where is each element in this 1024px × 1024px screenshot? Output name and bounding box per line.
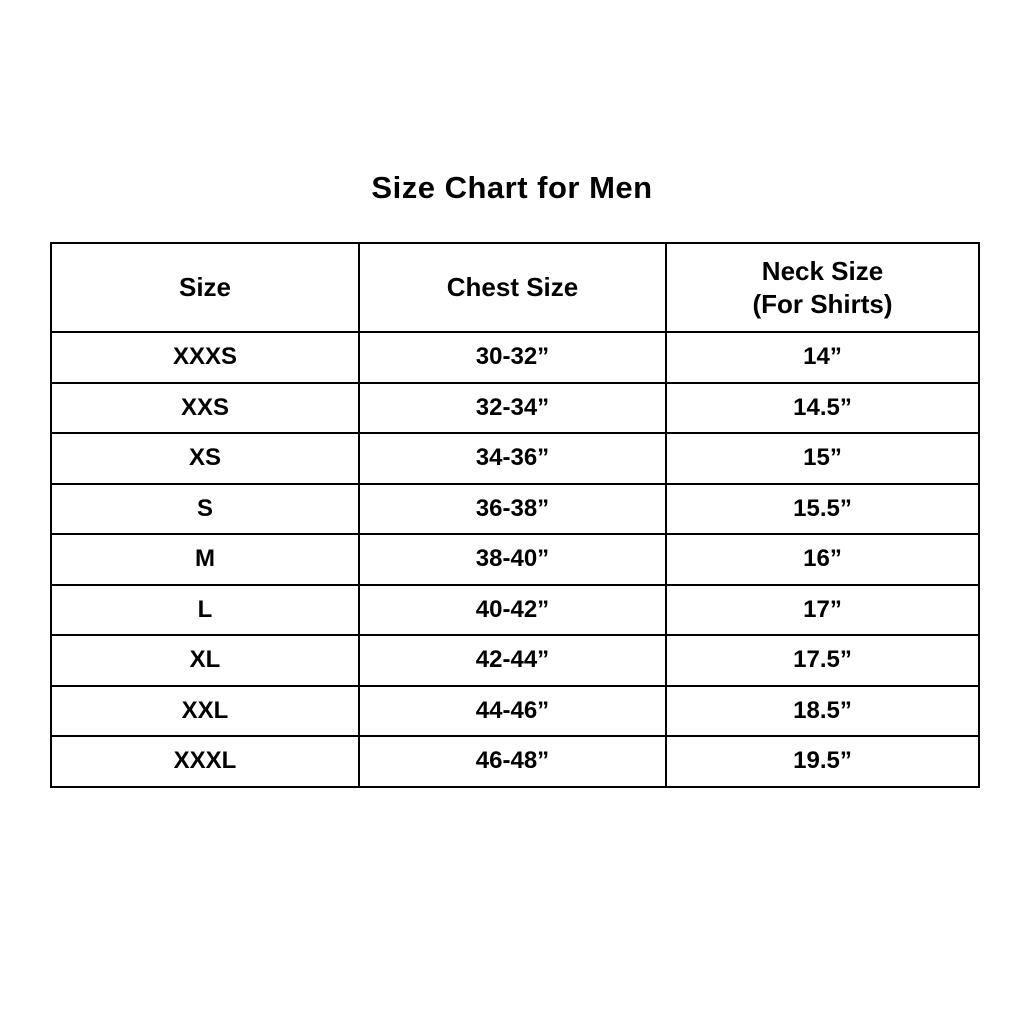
page-title: Size Chart for Men <box>371 170 653 205</box>
size-cell: XXXL <box>51 736 359 787</box>
size-cell: L <box>51 585 359 636</box>
chest-size-cell: 46-48” <box>359 736 666 787</box>
size-cell: S <box>51 484 359 535</box>
neck-size-cell: 15.5” <box>666 484 979 535</box>
chest-size-cell: 36-38” <box>359 484 666 535</box>
table-row-s <box>51 484 979 535</box>
neck-size-cell: 16” <box>666 534 979 585</box>
neck-size-cell: 17.5” <box>666 635 979 686</box>
chest-size-cell: 44-46” <box>359 686 666 737</box>
size-cell: M <box>51 534 359 585</box>
size-cell: XXL <box>51 686 359 737</box>
chest-size-cell: 38-40” <box>359 534 666 585</box>
table-row-xl <box>51 635 979 686</box>
neck-size-cell: 18.5” <box>666 686 979 737</box>
table-row-l <box>51 585 979 636</box>
table-row-xxxs <box>51 332 979 383</box>
chest-size-cell: 40-42” <box>359 585 666 636</box>
table-row-xxl <box>51 686 979 737</box>
table-row-m <box>51 534 979 585</box>
neck-size-cell: 14” <box>666 332 979 383</box>
chest-size-cell: 32-34” <box>359 383 666 434</box>
size-cell: XXXS <box>51 332 359 383</box>
neck-size-cell: 17” <box>666 585 979 636</box>
neck-size-cell: 19.5” <box>666 736 979 787</box>
neck-size-header-label: Neck Size <box>761 256 884 286</box>
size-chart-table <box>50 242 980 788</box>
size-header-label: Size <box>178 272 232 303</box>
column-header-chest-size <box>359 243 666 332</box>
table-row-xs <box>51 433 979 484</box>
chest-size-cell: 30-32” <box>359 332 666 383</box>
neck-size-header-sublabel: (For Shirts) <box>752 288 893 319</box>
neck-size-cell: 14.5” <box>666 383 979 434</box>
size-cell: XS <box>51 433 359 484</box>
size-cell: XXS <box>51 383 359 434</box>
column-header-size <box>51 243 359 332</box>
chest-size-header-label: Chest Size <box>446 272 579 303</box>
header-row <box>51 243 979 332</box>
column-header-neck-size <box>666 243 979 332</box>
table-row-xxxl <box>51 736 979 787</box>
table-row-xxs <box>51 383 979 434</box>
chest-size-cell: 42-44” <box>359 635 666 686</box>
chest-size-cell: 34-36” <box>359 433 666 484</box>
neck-size-cell: 15” <box>666 433 979 484</box>
size-cell: XL <box>51 635 359 686</box>
